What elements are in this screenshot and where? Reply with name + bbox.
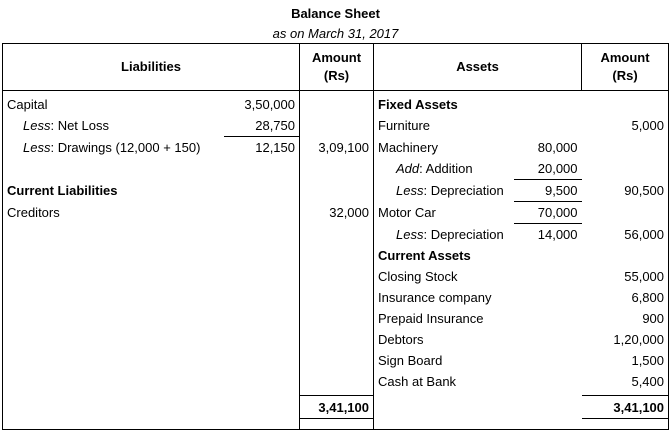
totals-row: [3, 396, 669, 419]
liability-label: [3, 245, 224, 266]
asset-label: Machinery: [378, 139, 438, 155]
asset-label: Debtors: [378, 332, 424, 347]
table-row: [3, 202, 669, 224]
asset-amount: 5,000: [582, 115, 669, 137]
asset-label: Cash at Bank: [378, 374, 457, 389]
liability-label: [3, 308, 224, 329]
asset-inner-amount: 14,000: [514, 224, 582, 246]
liability-label: [3, 158, 224, 180]
asset-amount: 56,000: [582, 224, 669, 246]
liability-label: [3, 287, 224, 308]
liability-inner-amount: 3,50,000: [244, 97, 295, 112]
liability-amount: [300, 329, 374, 350]
table-row: [3, 158, 669, 180]
liability-inner-amount: [224, 224, 300, 246]
asset-inner-amount: 70,000: [514, 202, 582, 224]
liability-amount: [300, 350, 374, 371]
assets-total: 3,41,100: [582, 396, 669, 419]
table-row: [3, 350, 669, 371]
table-header-row: [3, 44, 669, 91]
table-row: [3, 308, 669, 329]
liability-label: [3, 224, 224, 246]
asset-amount: 1,20,000: [582, 329, 669, 350]
asset-label: Less: Depreciation: [396, 226, 504, 242]
liability-amount: 3,09,100: [300, 137, 374, 159]
table-row: [3, 115, 669, 137]
asset-label: Less: Depreciation: [396, 183, 504, 198]
liability-inner-amount: [224, 245, 300, 266]
asset-label: Motor Car: [378, 205, 436, 220]
liability-inner-amount: 28,750: [255, 118, 295, 133]
asset-label: Prepaid Insurance: [378, 311, 484, 326]
asset-amount: [582, 137, 669, 159]
asset-amount: [582, 202, 669, 224]
liabilities-header: Liabilities: [3, 44, 300, 91]
liability-inner-amount: [224, 329, 300, 350]
liability-label: Less: Net Loss: [3, 115, 224, 137]
asset-inner-amount: [514, 266, 582, 287]
liability-label: [3, 371, 224, 392]
liability-amount: [300, 224, 374, 246]
asset-label: Furniture: [378, 118, 431, 134]
liability-inner-amount: [224, 308, 300, 329]
table-row: [3, 180, 669, 202]
liability-label: [3, 329, 224, 350]
liabilities-total: 3,41,100: [300, 396, 374, 419]
asset-inner-amount: [514, 94, 582, 115]
asset-amount: 900: [582, 308, 669, 329]
liability-amount: [300, 371, 374, 392]
asset-amount: [582, 94, 669, 115]
assets-header: Assets: [374, 44, 582, 91]
asset-inner-amount: [514, 329, 582, 350]
asset-amount: [582, 245, 669, 266]
liability-amount: [300, 180, 374, 202]
asset-amount: [582, 158, 669, 180]
asset-inner-amount: [514, 308, 582, 329]
liability-label: Less: Drawings (12,000 + 150): [3, 137, 224, 159]
liability-amount: 32,000: [300, 202, 374, 224]
asset-inner-amount: [514, 245, 582, 266]
asset-label: Add: Addition: [396, 161, 473, 177]
liability-heading: Current Liabilities: [3, 180, 224, 202]
liability-inner-amount: [224, 180, 300, 202]
table-row: [3, 137, 669, 159]
liability-inner-amount: [224, 371, 300, 392]
asset-heading: Current Assets: [378, 248, 471, 263]
liability-inner-amount: [224, 202, 300, 224]
asset-label: Closing Stock: [378, 269, 458, 284]
asset-heading: Fixed Assets: [378, 97, 458, 112]
table-row: [3, 329, 669, 350]
table-row: [3, 266, 669, 287]
table-row: [3, 287, 669, 308]
asset-label: Insurance company: [378, 290, 492, 305]
liability-label: Creditors: [3, 202, 224, 224]
asset-amount: 6,800: [582, 287, 669, 308]
liability-label: Capital: [3, 94, 224, 115]
asset-amount: 55,000: [582, 266, 669, 287]
liability-amount: [300, 308, 374, 329]
document-subtitle: as on March 31, 2017: [272, 26, 399, 41]
liability-amount: [300, 245, 374, 266]
asset-inner-amount: [514, 371, 582, 392]
asset-inner-amount: 80,000: [537, 139, 578, 155]
liability-label: [3, 350, 224, 371]
liability-amount: [300, 94, 374, 115]
liability-inner-amount: [224, 158, 300, 180]
table-row: [3, 94, 669, 115]
asset-inner-amount: [514, 115, 582, 137]
liability-inner-amount: 12,150: [224, 137, 300, 159]
liability-inner-amount: [224, 287, 300, 308]
liability-amount: [300, 115, 374, 137]
asset-amount: 1,500: [582, 350, 669, 371]
liability-inner-amount: [224, 350, 300, 371]
liability-amount: [300, 158, 374, 180]
asset-amount: 5,400: [582, 371, 669, 392]
liability-amount: [300, 266, 374, 287]
liability-label: [3, 266, 224, 287]
balance-sheet-table: [2, 43, 669, 430]
asset-inner-amount: 9,500: [514, 180, 582, 202]
liabilities-amount-header: Amount (Rs): [300, 44, 374, 91]
asset-amount: 90,500: [582, 180, 669, 202]
table-row: [3, 224, 669, 246]
asset-inner-amount: [514, 287, 582, 308]
asset-inner-amount: [514, 350, 582, 371]
assets-amount-header: Amount (Rs): [582, 44, 669, 91]
document-title: Balance Sheet: [291, 6, 380, 21]
table-row: [3, 245, 669, 266]
liability-inner-amount: [224, 266, 300, 287]
liability-amount: [300, 287, 374, 308]
asset-inner-amount: 20,000: [537, 161, 578, 176]
asset-label: Sign Board: [378, 353, 443, 368]
table-row: [3, 371, 669, 392]
